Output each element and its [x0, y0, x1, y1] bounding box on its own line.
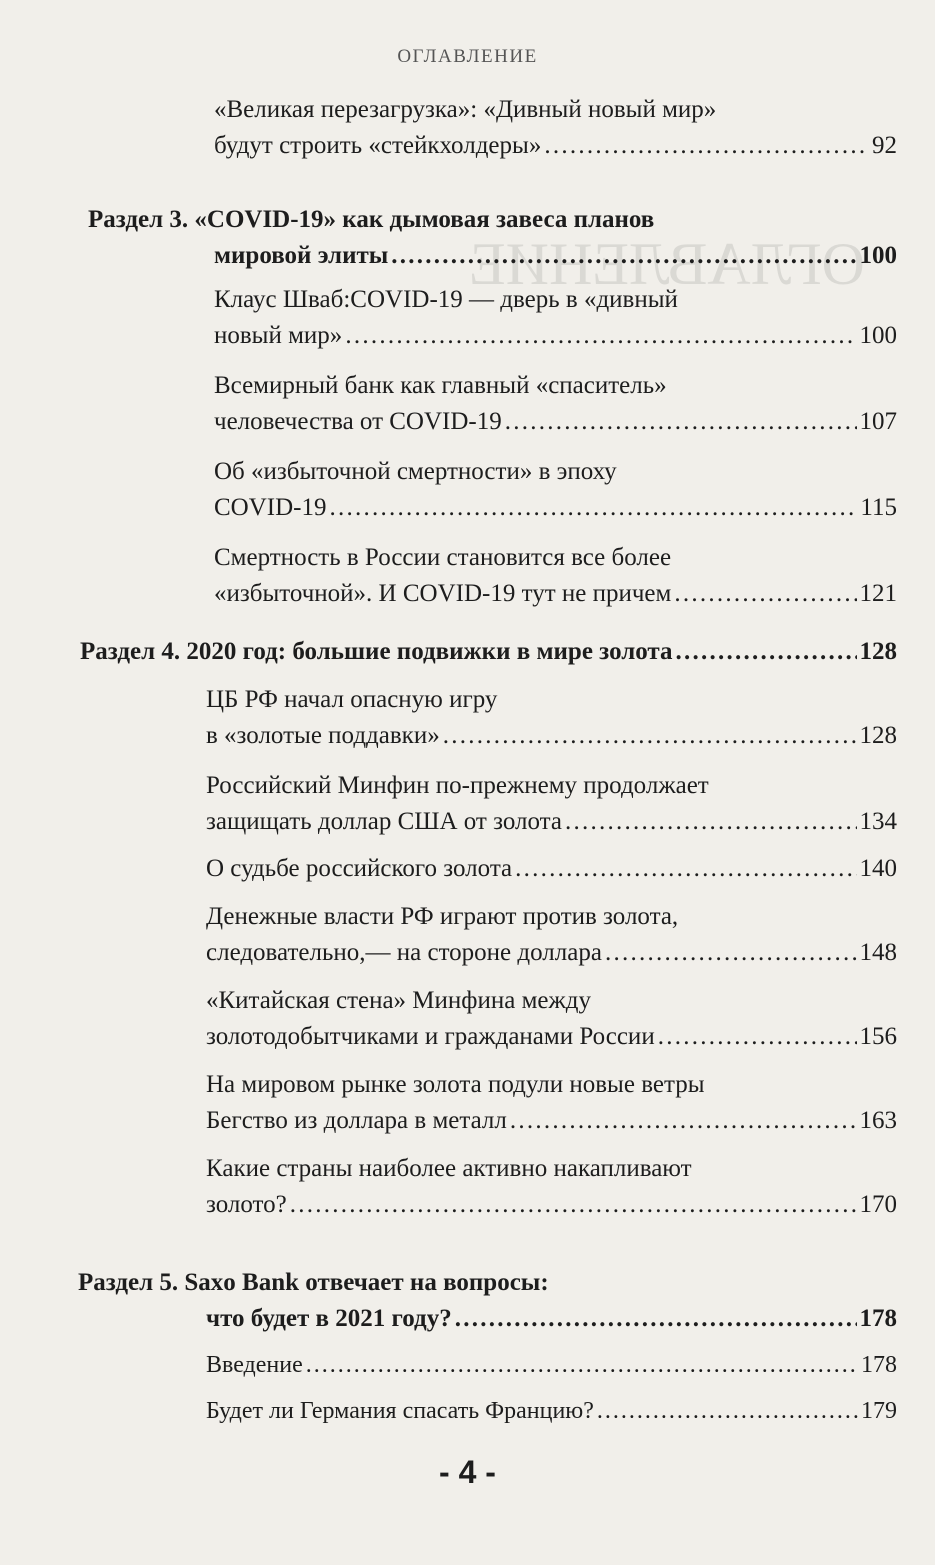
show-through-heading: ОГЛАВЛЕНИЕ	[469, 231, 865, 297]
section-title-line: Раздел 3. «COVID-19» как дымовая завеса планов	[88, 206, 655, 233]
toc-entry[interactable]	[0, 454, 897, 526]
toc-entry[interactable]	[0, 1067, 897, 1139]
toc-page-number: 128	[859, 638, 897, 665]
toc-entry[interactable]	[0, 851, 897, 887]
toc-entry[interactable]	[0, 1393, 897, 1429]
dot-leader	[330, 490, 858, 526]
toc-page-number: 107	[859, 408, 897, 435]
toc-entry-title-end: COVID-19	[214, 494, 327, 521]
table-of-contents	[0, 92, 935, 1429]
toc-page-number: 121	[859, 580, 897, 607]
toc-section-5[interactable]	[0, 1265, 897, 1337]
toc-page-number: 134	[859, 808, 897, 835]
dot-leader	[306, 1347, 858, 1383]
toc-entry-title: О судьбе российского золота	[206, 855, 513, 882]
toc-entry-title-line: ЦБ РФ начал опасную игру	[206, 686, 498, 713]
toc-page-number: 140	[859, 855, 897, 882]
dot-leader	[565, 804, 857, 840]
section-title-end: что будет в 2021 году?	[206, 1305, 452, 1332]
section-title-line: Раздел 5. Saxo Bank отвечает на вопросы:	[78, 1269, 549, 1296]
dot-leader	[510, 1103, 857, 1139]
toc-entry-title-end: золотодобытчиками и гражданами России	[206, 1023, 655, 1050]
toc-entry-title-line: Смертность в России становится все более	[214, 544, 672, 571]
toc-entry[interactable]	[0, 282, 897, 354]
dot-leader	[658, 1019, 857, 1055]
section-title-end: мировой элиты	[214, 242, 389, 269]
toc-entry[interactable]	[0, 92, 897, 164]
toc-entry[interactable]	[0, 1347, 897, 1383]
dot-leader	[345, 318, 856, 354]
toc-page-number: 128	[859, 722, 897, 749]
toc-page-number: 100	[859, 242, 897, 269]
toc-page-number: 115	[860, 494, 897, 521]
toc-entry-title-end: новый мир»	[214, 322, 343, 349]
toc-entry[interactable]	[0, 768, 897, 840]
toc-entry-title-end: «избыточной». И COVID-19 тут не причем	[214, 580, 672, 607]
toc-page-number: 179	[861, 1398, 897, 1424]
toc-entry[interactable]	[0, 682, 897, 754]
running-head: ОГЛАВЛЕНИЕ	[397, 46, 538, 67]
dot-leader	[605, 935, 857, 971]
toc-entry-title-line: Всемирный банк как главный «спаситель»	[214, 372, 667, 399]
toc-page-number: 178	[861, 1352, 897, 1378]
toc-entry[interactable]	[0, 983, 897, 1055]
dot-leader	[455, 1301, 857, 1337]
toc-section-4[interactable]	[0, 634, 897, 670]
toc-page-number: 100	[859, 322, 897, 349]
toc-page-number: 92	[872, 132, 897, 159]
toc-entry-title-line: На мировом рынке золота подули новые ветры	[206, 1071, 705, 1098]
toc-entry-title-line: Клаус Шваб:COVID-19 — дверь в «дивный	[214, 286, 678, 313]
page-number: - 4 -	[439, 1454, 496, 1490]
dot-leader	[391, 238, 856, 274]
toc-entry-title-end: следовательно,— на стороне доллара	[206, 939, 602, 966]
toc-entry-title-end: защищать доллар США от золота	[206, 808, 562, 835]
toc-entry-title-end: человечества от COVID-19	[214, 408, 502, 435]
toc-entry-title-line: Какие страны наиболее активно накапливают	[206, 1155, 692, 1182]
toc-page-number: 170	[859, 1191, 897, 1218]
toc-entry[interactable]	[0, 899, 897, 971]
toc-entry-title-line: «Китайская стена» Минфина между	[206, 987, 592, 1014]
toc-entry-title-end: будут строить «стейкхолдеры»	[214, 132, 542, 159]
dot-leader	[597, 1393, 858, 1429]
dot-leader	[515, 851, 856, 887]
toc-page-number: 163	[859, 1107, 897, 1134]
toc-entry-title-line: Денежные власти РФ играют против золота,	[206, 903, 679, 930]
dot-leader	[290, 1187, 857, 1223]
toc-page-number: 156	[859, 1023, 897, 1050]
toc-entry-title-line: Об «избыточной смертности» в эпоху	[214, 458, 617, 485]
toc-entry[interactable]	[0, 368, 897, 440]
dot-leader	[544, 128, 869, 164]
dot-leader	[505, 404, 857, 440]
dot-leader	[676, 634, 857, 670]
toc-entry-title: Будет ли Германия спасать Францию?	[206, 1398, 594, 1424]
toc-page-number: 178	[859, 1305, 897, 1332]
toc-entry-title-line: Российский Минфин по-прежнему продолжает	[206, 772, 709, 799]
toc-entry-title-end: в «золотые поддавки»	[206, 722, 440, 749]
toc-entry[interactable]	[0, 1151, 897, 1223]
dot-leader	[674, 576, 856, 612]
toc-page-number: 148	[859, 939, 897, 966]
toc-entry-title-line: «Великая перезагрузка»: «Дивный новый мир»	[214, 96, 717, 123]
toc-entry-title: Введение	[206, 1352, 303, 1378]
section-title: Раздел 4. 2020 год: большие подвижки в мире золота	[80, 638, 673, 665]
toc-entry-title-end: Бегство из доллара в металл	[206, 1107, 507, 1134]
toc-section-3[interactable]	[0, 202, 897, 274]
toc-entry-title-end: золото?	[206, 1191, 287, 1218]
toc-entry[interactable]	[0, 540, 897, 612]
dot-leader	[443, 718, 857, 754]
